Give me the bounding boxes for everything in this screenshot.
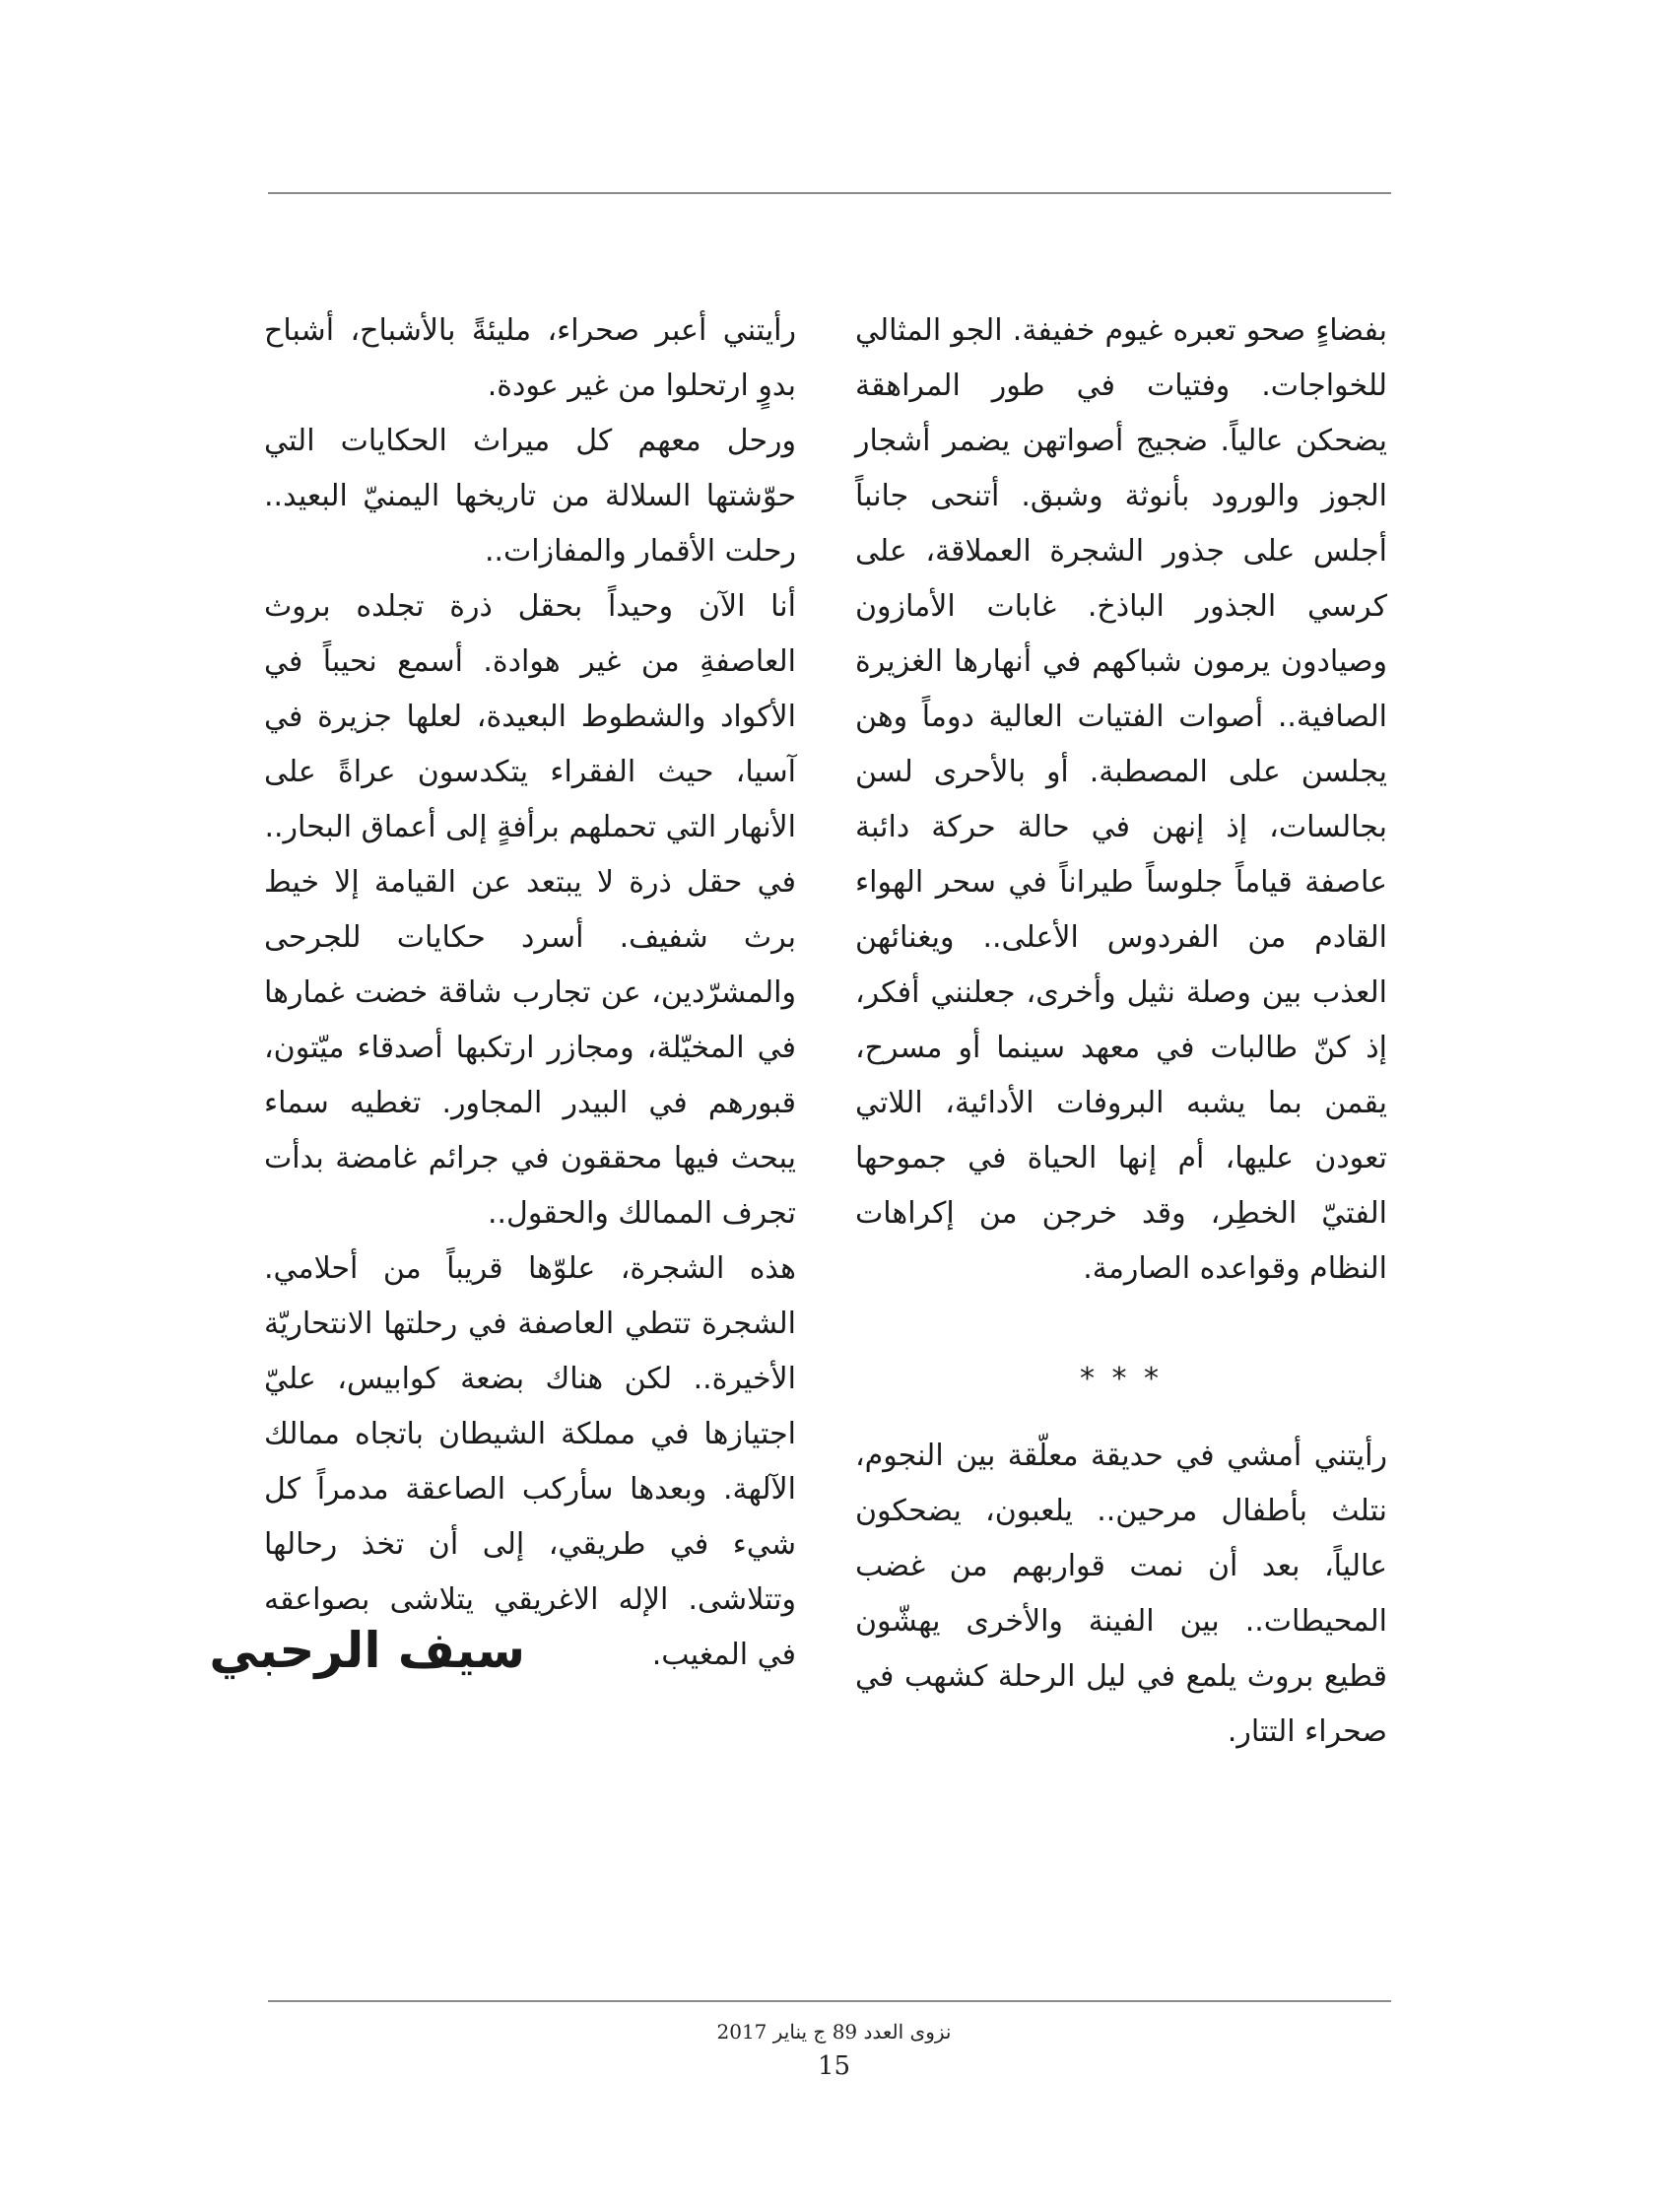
author-name: سيف الرحبي: [209, 1622, 525, 1679]
paragraph: بفضاءٍ صحو تعبره غيوم خفيفة. الجو المثالي للخواجات. وفتيات في طور المراهقة يضحكن عالياً. ضجيج أصواتهن يضمر أشجار الجوز والورود بأنوثة وشبق. أتنحى جانباً أجلس على جذور الشجرة العملاقة، على كرسي الجذور الباذخ. غابات الأمازون وصيادون يرمون شباكهم في أنهارها الغزيرة الصافية.. أصوات الفتيات العالية دوماً وهن يجلسن على المصطبة. أو بالأحرى لسن بجالسات، إذ إنهن في حالة حركة دائبة عاصفة قياماً جلوساً طيراناً في سحر الهواء القادم من الفردوس الأعلى.. ويغنائهن العذب بين وصلة نثيل وأخرى، جعلنني أفكر، إذ كنّ طالبات في معهد سينما أو مسرح، يقمن بما يشبه البروفات الأدائية، اللاتي تعودن عليها، أم إنها الحياة في جموحها الفتيّ الخطِر، وقد خرجن من إكراهات النظام وقواعده الصارمة.: [855, 313, 1387, 1286]
article-column-right: [855, 303, 1387, 1760]
paragraph: رأيتني أعبر صحراء، مليئةً بالأشباح، أشباح بدوٍ ارتحلوا من غير عودة.: [264, 313, 796, 403]
issue-line: نزوى العدد 89 ج يناير 2017: [716, 2020, 952, 2044]
paragraph: ورحل معهم كل ميراث الحكايات التي حوّشتها السلالة من تاريخها اليمنيّ البعيد.. رحلت الأقمار والمفازات..: [264, 424, 796, 569]
paragraph: رأيتني أمشي في حديقة معلّقة بين النجوم، نتلث بأطفال مرحين.. يلعبون، يضحكون عالياً، بعد أن نمت قواربهم من غضب المحيطات.. بين الفينة والأخرى يهشّون قطيع بروث يلمع في ليل الرحلة كشهب في صحراء التتار.: [855, 1439, 1387, 1749]
paragraph: أنا الآن وحيداً بحقل ذرة تجلده بروث العاصفةِ من غير هوادة. أسمع نحيباً في الأكواد والشطوط البعيدة، لعلها جزيرة في آسيا، حيث الفقراء يتكدسون عراةً على الأنهار التي تحملهم برأفةٍ إلى أعماق البحار..: [264, 589, 796, 844]
header-rule: [268, 192, 1391, 194]
page-number: 15: [817, 2051, 851, 2081]
article-column-left: [264, 303, 796, 1683]
paragraph: هذه الشجرة، علوّها قريباً من أحلامي. الشجرة تتطي العاصفة في رحلتها الانتحاريّة الأخيرة.. لكن هناك بضعة كوابيس، عليّ اجتيازها في مملكة الشيطان باتجاه ممالك الآلهة. وبعدها سأركب الصاعقة مدمراً كل شيء في طريقي، إلى أن تخذ رحالها وتتلاشى. الإله الاغريقي يتلاشى بصواعقه في المغيب.: [264, 1251, 796, 1672]
section-separator: * * *: [1079, 1362, 1164, 1396]
footer-rule: [268, 2000, 1391, 2002]
paragraph: في حقل ذرة لا يبتعد عن القيامة إلا خيط برث شفيف. أسرد حكايات للجرحى والمشرّدين، عن تجارب شاقة خضت غمارها في المخيّلة، ومجازر ارتكبها أصدقاء ميّتون، قبورهم في البيدر المجاور. تغطيه سماء يبحث فيها محققون في جرائم غامضة بدأت تجرف الممالك والحقول..: [264, 865, 796, 1231]
